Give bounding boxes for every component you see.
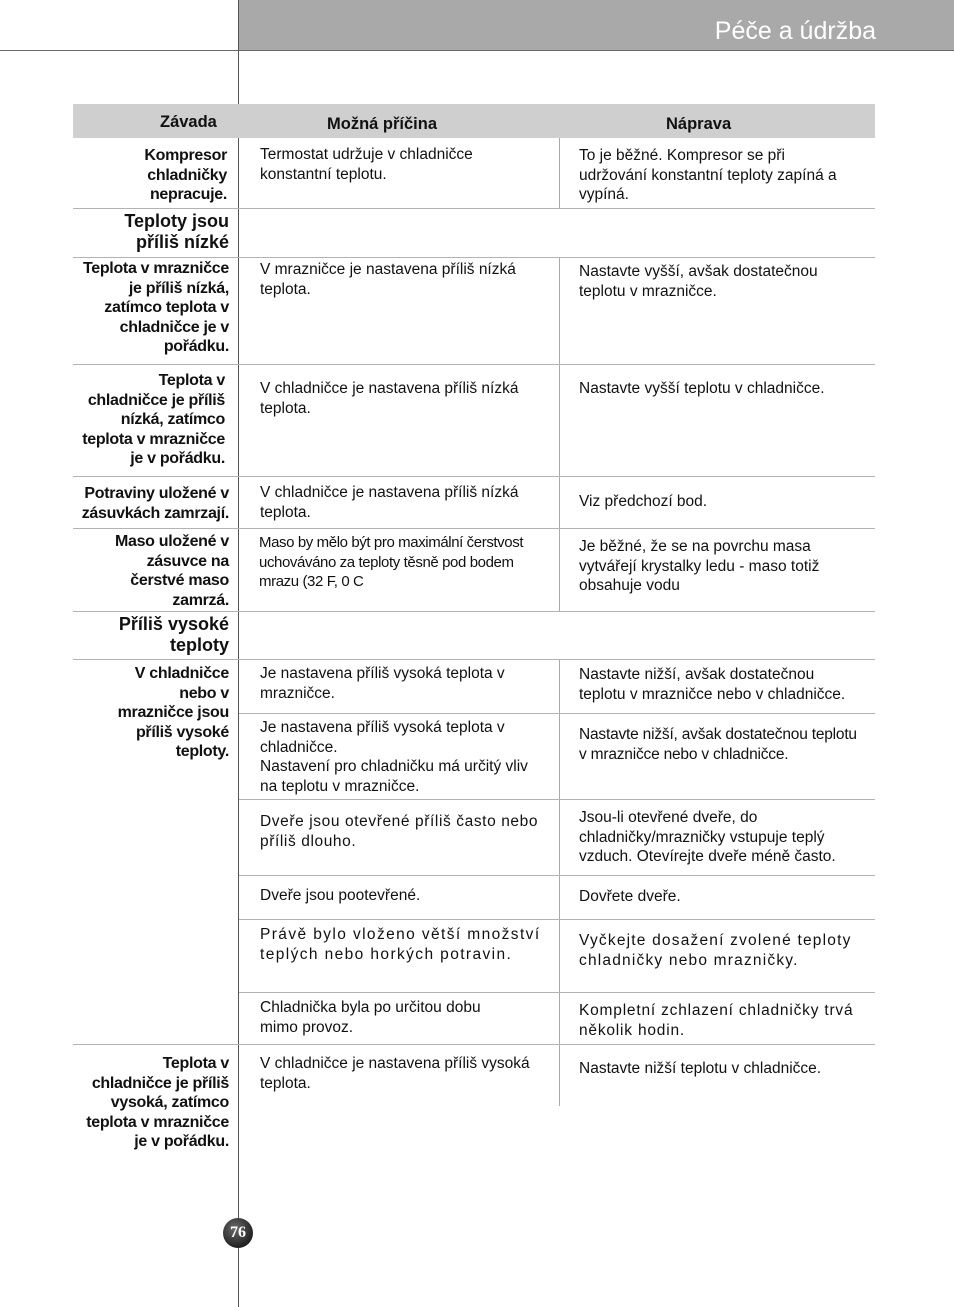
- row-divider: [73, 611, 875, 612]
- row-divider: [73, 257, 875, 258]
- cause-cell: Je nastavena příliš vysoká teplota v chladničce. Nastavení pro chladničku má určitý vliv na teplotu v mrazničce.: [260, 719, 528, 795]
- cause-cell: V chladničce je nastavena příliš nízká teplota.: [260, 380, 519, 417]
- remedy-cell: Nastavte nižší, avšak dostatečnou teplotu v mrazničce nebo v chladničce.: [579, 726, 857, 763]
- header-remedy: Náprava: [666, 115, 732, 133]
- remedy-cell: To je běžné. Kompresor se při udržování konstantní teploty zapíná a vypíná.: [579, 147, 837, 203]
- row-divider: [73, 1044, 875, 1045]
- remedy-cell: Nastavte vyšší, avšak dostatečnou teplotu v mrazničce.: [579, 263, 818, 300]
- row-divider: [73, 208, 875, 209]
- remedy-cell: Vyčkejte dosažení zvolené teploty chladničky nebo mrazničky.: [579, 932, 852, 969]
- remedy-cell: Kompletní zchlazení chladničky trvá několik hodin.: [579, 1002, 854, 1039]
- cause-cell: Je nastavena příliš vysoká teplota v mrazničce.: [260, 665, 505, 702]
- remedy-cell: Nastavte nižší teplotu v chladničce.: [579, 1060, 822, 1077]
- fault-cell: Teplota v chladničce je příliš vysoká, zatímco teplota v mrazničce je v pořádku.: [86, 1055, 229, 1150]
- remedy-cell: Nastavte vyšší teplotu v chladničce.: [579, 380, 825, 397]
- fault-cell: V chladničce nebo v mrazničce jsou příliš vysoké teploty.: [117, 665, 229, 760]
- page-title: Péče a údržba: [714, 17, 876, 45]
- cause-cell: Maso by mělo být pro maximální čerstvost uchováváno za teploty těsně pod bodem mrazu (32 F, 0 C: [259, 534, 524, 590]
- row-divider: [73, 364, 875, 365]
- fault-cell: Teplota v mrazničce je příliš nízká, zatímco teplota v chladničce je v pořádku.: [82, 260, 229, 355]
- column-divider: [559, 257, 560, 611]
- row-divider: [73, 659, 875, 660]
- cause-cell: Dveře jsou pootevřené.: [260, 887, 421, 904]
- group-heading: Příliš vysoké teploty: [118, 614, 229, 655]
- header-divider: [0, 50, 954, 51]
- header-cause: Možná příčina: [327, 115, 438, 133]
- cause-cell: V mrazničce je nastavena příliš nízká teplota.: [260, 261, 516, 298]
- remedy-cell: Dovřete dveře.: [579, 888, 681, 905]
- group-heading: Teploty jsou příliš nízké: [124, 211, 229, 252]
- row-divider: [239, 875, 875, 876]
- header-fault: Závada: [160, 113, 217, 131]
- fault-cell: Teplota v chladničce je příliš nízká, zatímco teplota v mrazničce je v pořádku.: [82, 372, 225, 467]
- column-divider: [559, 659, 560, 1106]
- cause-cell: V chladničce je nastavena příliš nízká teplota.: [260, 484, 519, 521]
- remedy-cell: Nastavte nižší, avšak dostatečnou teplotu v mrazničce nebo v chladničce.: [579, 666, 846, 703]
- remedy-cell: Je běžné, že se na povrchu masa vytvářejí krystalky ledu - maso totiž obsahuje vodu: [579, 538, 820, 594]
- page-number: 76: [223, 1218, 253, 1248]
- cause-cell: V chladničce je nastavena příliš vysoká teplota.: [260, 1055, 530, 1092]
- cause-cell: Dveře jsou otevřené příliš často nebo příliš dlouho.: [260, 813, 539, 850]
- fault-cell: Potraviny uložené v zásuvkách zamrzají.: [81, 485, 229, 522]
- row-divider: [239, 992, 875, 993]
- fault-cell: Kompresor chladničky nepracuje.: [144, 147, 227, 203]
- row-divider: [73, 476, 875, 477]
- column-divider: [559, 138, 560, 208]
- row-divider: [239, 919, 875, 920]
- fault-cell: Maso uložené v zásuvce na čerstvé maso zamrzá.: [114, 533, 229, 609]
- margin-divider: [238, 0, 239, 1307]
- row-divider: [73, 528, 875, 529]
- row-divider: [239, 799, 875, 800]
- remedy-cell: Jsou-li otevřené dveře, do chladničky/mrazničky vstupuje teplý vzduch. Otevírejte dveře méně často.: [579, 809, 836, 865]
- cause-cell: Chladnička byla po určitou dobu mimo provoz.: [260, 999, 481, 1036]
- row-divider: [239, 713, 875, 714]
- remedy-cell: Viz předchozí bod.: [579, 493, 708, 510]
- cause-cell: Termostat udržuje v chladničce konstantní teplotu.: [260, 146, 473, 183]
- cause-cell: Právě bylo vloženo větší množství teplých nebo horkých potravin.: [260, 926, 541, 963]
